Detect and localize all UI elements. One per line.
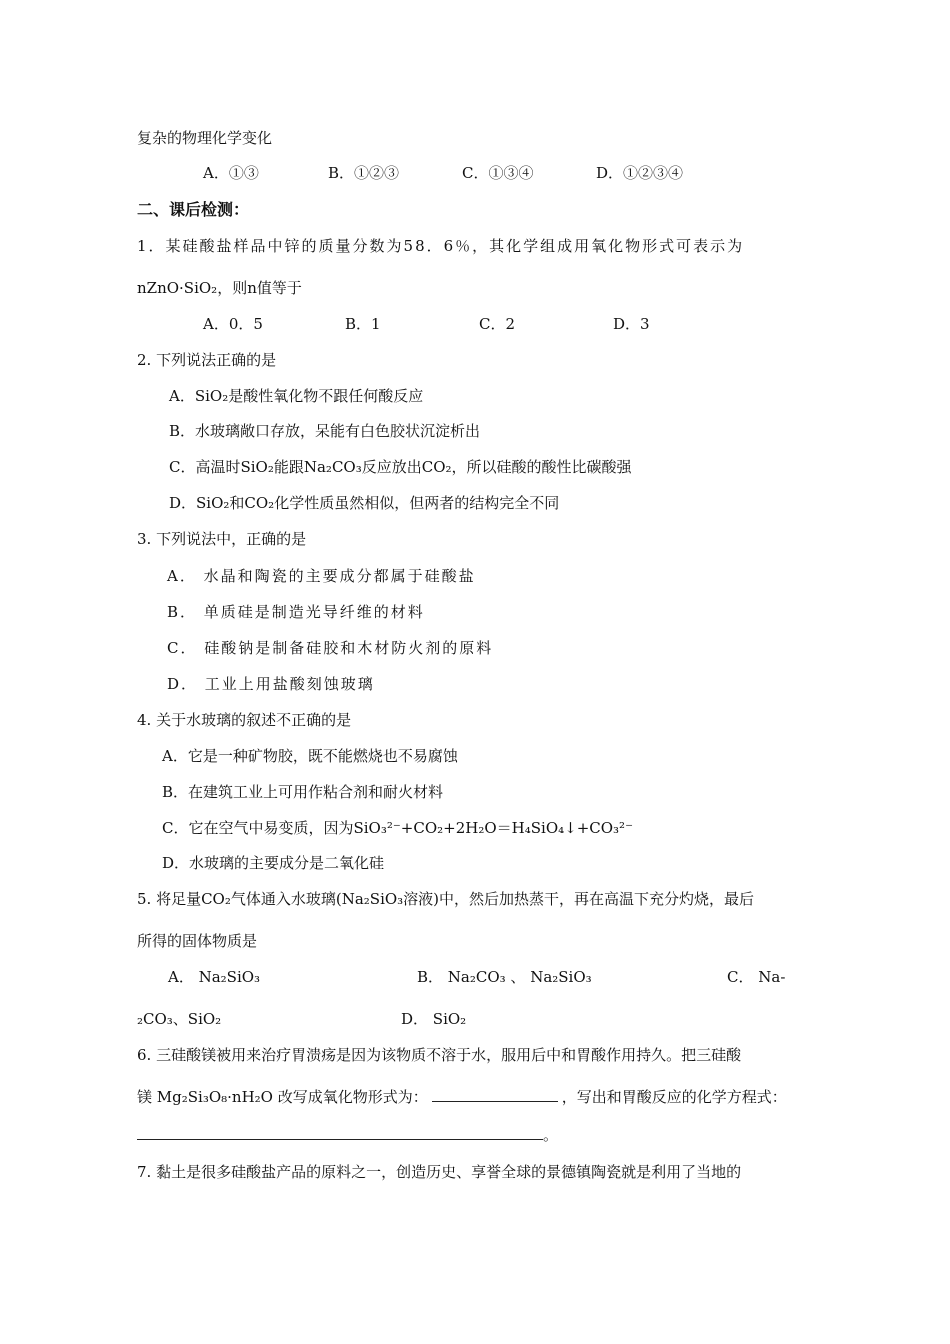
q7-line1: 7. 黏土是很多硅酸盐产品的原料之一，创造历史、享誉全球的景德镇陶瓷就是利用了当地的 [137, 1163, 742, 1181]
q4-option-a: A．它是一种矿物胶，既不能燃烧也不易腐蚀 [162, 747, 458, 765]
q5-line2: 所得的固体物质是 [137, 932, 258, 950]
q6-line2 [137, 1087, 787, 1107]
q1-option-c: C．2 [479, 315, 516, 333]
q5-line1: 5. 将足量CO₂气体通入水玻璃(Na₂SiO₃溶液)中，然后加热蒸干，再在高温下充分灼烧，最后 [137, 890, 755, 908]
q6-oxide-form-blank[interactable] [432, 1087, 558, 1102]
q4-option-c: C．它在空气中易变质，因为SiO₃²⁻+CO₂+2H₂O＝H₄SiO₄↓+CO₃²⁻ [162, 819, 633, 837]
q1-option-b: B．1 [345, 315, 381, 333]
intro-option-b: B．①②③ [328, 164, 400, 182]
q6-line2-suffix: ，写出和胃酸反应的化学方程式： [561, 1088, 787, 1106]
q6-line1: 6. 三硅酸镁被用来治疗胃溃疡是因为该物质不溶于水，服用后中和胃酸作用持久。把三硅酸 [137, 1046, 742, 1064]
intro-option-a: A．①③ [203, 164, 259, 182]
q3-option-a: A． 水晶和陶瓷的主要成分都属于硅酸盐 [167, 567, 476, 585]
q3-option-d: D． 工业上用盐酸刻蚀玻璃 [167, 675, 375, 693]
q2-option-a: A．SiO₂是酸性氧化物不跟任何酸反应 [169, 387, 424, 405]
q1-line1: 1．某硅酸盐样品中锌的质量分数为58．6％，其化学组成用氧化物形式可表示为 [137, 237, 745, 255]
q5-option-a: A． Na₂SiO₃ [168, 968, 261, 986]
intro-option-d: D．①②③④ [596, 164, 684, 182]
q4-stem: 4. 关于水玻璃的叙述不正确的是 [137, 711, 352, 729]
q2-stem: 2. 下列说法正确的是 [137, 351, 277, 369]
q3-stem: 3. 下列说法中，正确的是 [137, 530, 307, 548]
q5-option-d: D． SiO₂ [401, 1010, 467, 1028]
q5-option-c: C． Na- [727, 968, 786, 986]
q6-line2-prefix: 镁 Mg₂Si₃O₈·nH₂O 改写成氧化物形式为： [137, 1088, 428, 1106]
q1-option-a: A．0．5 [203, 315, 263, 333]
q6-equation-blank[interactable] [137, 1125, 543, 1140]
q5-option-b: B． Na₂CO₃ 、 Na₂SiO₃ [417, 968, 592, 986]
q3-option-b: B． 单质硅是制造光导纤维的材料 [167, 603, 425, 621]
q1-option-d: D．3 [613, 315, 650, 333]
q6-line3-end: 。 [543, 1126, 559, 1144]
section-title: 二、课后检测： [137, 200, 250, 219]
q4-option-b: B．在建筑工业上可用作粘合剂和耐火材料 [162, 783, 444, 801]
q4-option-d: D．水玻璃的主要成分是二氧化硅 [162, 854, 385, 872]
q2-option-d: D．SiO₂和CO₂化学性质虽然相似，但两者的结构完全不同 [169, 494, 560, 512]
intro-line: 复杂的物理化学变化 [137, 129, 273, 147]
q6-line3 [137, 1125, 558, 1145]
q2-option-c: C．高温时SiO₂能跟Na₂CO₃反应放出CO₂，所以硅酸的酸性比碳酸强 [169, 458, 632, 476]
q1-line2: nZnO·SiO₂，则n值等于 [137, 279, 302, 297]
intro-option-c: C．①③④ [462, 164, 534, 182]
q2-option-b: B．水玻璃敞口存放，呆能有白色胶状沉淀析出 [169, 422, 481, 440]
q5-option-c-continued: ₂CO₃、SiO₂ [137, 1010, 222, 1028]
q3-option-c: C． 硅酸钠是制备硅胶和木材防火剂的原料 [167, 639, 494, 657]
